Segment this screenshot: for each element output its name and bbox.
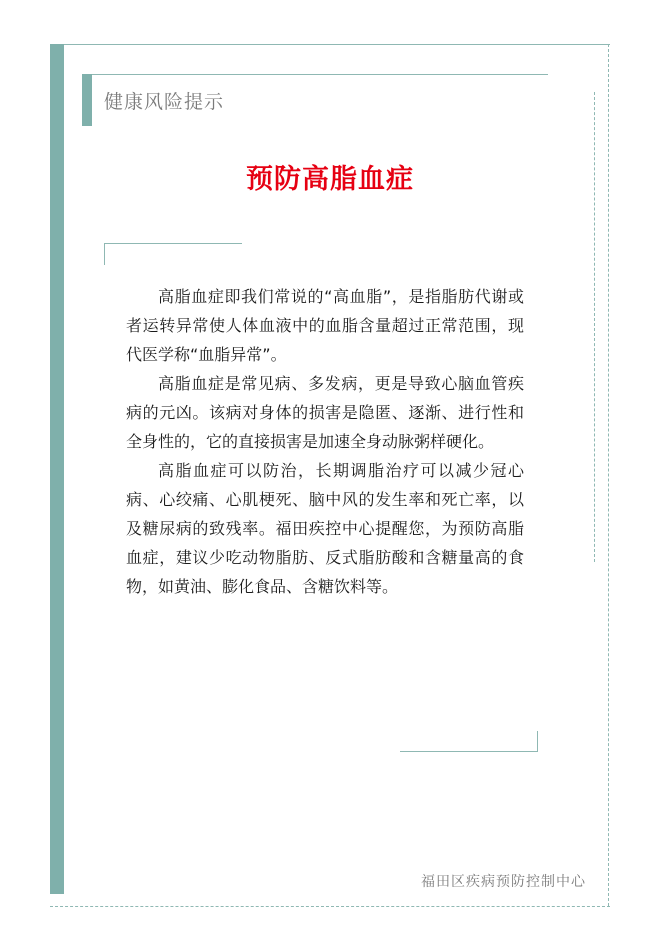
frame-bottom-dashed-line xyxy=(50,906,610,907)
article-title: 预防高脂血症 xyxy=(246,164,414,195)
corner-bracket-top-left-vertical xyxy=(104,243,105,265)
article-paragraph: 高脂血症即我们常说的“高血脂”，是指脂肪代谢或者运转异常使人体血液中的血脂含量超过正常范围，现代医学称“血脂异常”。 xyxy=(126,287,524,364)
article-paragraph: 高脂血症可以防治，长期调脂治疗可以减少冠心病、心绞痛、心肌梗死、脑中风的发生率和死亡率，以及糖尿病的致残率。福田疾控中心提醒您，为预防高脂血症，建议少吃动物脂肪、反式脂肪酸和含糖量高的食物，如黄油、膨化食品、含糖饮料等。 xyxy=(126,461,524,596)
article-body xyxy=(126,282,524,601)
article-paragraph: 高脂血症是常见病、多发病，更是导致心脑血管疾病的元凶。该病对身体的损害是隐匿、逐渐、进行性和全身性的，它的直接损害是加速全身动脉粥样硬化。 xyxy=(126,374,524,451)
header-rule xyxy=(92,74,548,75)
footer-organization: 福田区疾病预防控制中心 xyxy=(421,874,586,890)
frame-top-line xyxy=(50,44,610,45)
corner-bracket-bottom-right-vertical xyxy=(537,731,538,752)
corner-bracket-bottom-right xyxy=(400,751,538,752)
header-accent-bar xyxy=(82,74,92,126)
corner-bracket-top-left xyxy=(104,243,242,244)
section-label: 健康风险提示 xyxy=(104,91,225,113)
